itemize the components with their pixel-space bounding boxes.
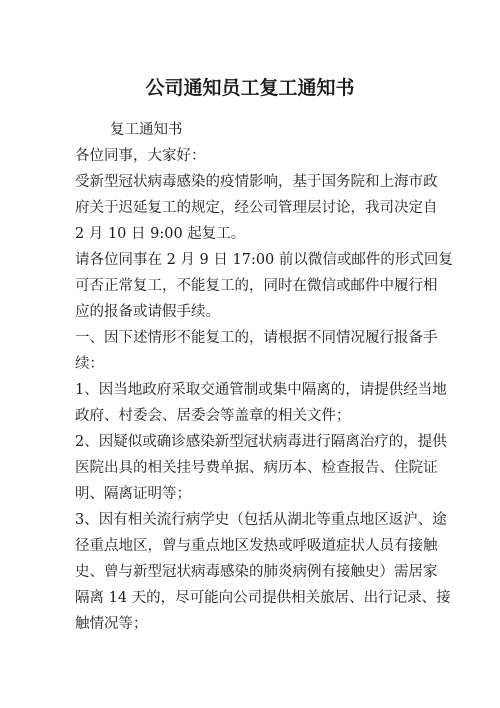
paragraph-line: 受新型冠状病毒感染的疫情影响，基于国务院和上海市政: [75, 174, 438, 190]
paragraph-line: 府关于迟延复工的规定，经公司管理层讨论，我司决定自: [75, 200, 438, 216]
list-item-line: 2、因疑似或确诊感染新型冠状病毒进行隔离治疗的，提供: [75, 434, 447, 450]
paragraph-line: 请各位同事在 2 月 9 日 17:00 前以微信或邮件的形式回复: [75, 252, 453, 268]
greeting-line: 各位同事，大家好：: [75, 148, 206, 164]
document-title: 公司通知员工复工通知书: [145, 77, 355, 99]
list-item-line: 史、曾与新型冠状病毒感染的肺炎病例有接触史）需居家: [75, 564, 438, 580]
paragraph-line: 续：: [75, 356, 104, 372]
list-item-line: 医院出具的相关挂号费单据、病历本、检查报告、住院证: [75, 460, 438, 476]
paragraph-line: 应的报备或请假手续。: [75, 304, 220, 320]
document-body: [75, 117, 453, 637]
list-item-line: 触情况等；: [75, 616, 148, 632]
list-item-line: 政府、村委会、居委会等盖章的相关文件；: [75, 408, 351, 424]
list-item-line: 径重点地区，曾与重点地区发热或呼吸道症状人员有接触: [75, 538, 438, 554]
list-item-line: 隔离 14 天的，尽可能向公司提供相关旅居、出行记录、接: [75, 590, 451, 606]
list-item-line: 3、因有相关流行病学史（包括从湖北等重点地区返沪、途: [75, 512, 447, 528]
paragraph-line: 一、因下述情形不能复工的，请根据不同情况履行报备手: [75, 330, 438, 346]
list-item-line: 1、因当地政府采取交通管制或集中隔离的，请提供经当地: [75, 382, 447, 398]
paragraph-line: 可否正常复工，不能复工的，同时在微信或邮件中履行相: [75, 278, 438, 294]
notice-heading: 复工通知书: [110, 122, 183, 138]
paragraph-line: 2 月 10 日 9:00 起复工。: [75, 226, 246, 242]
list-item-line: 明、隔离证明等；: [75, 486, 191, 502]
